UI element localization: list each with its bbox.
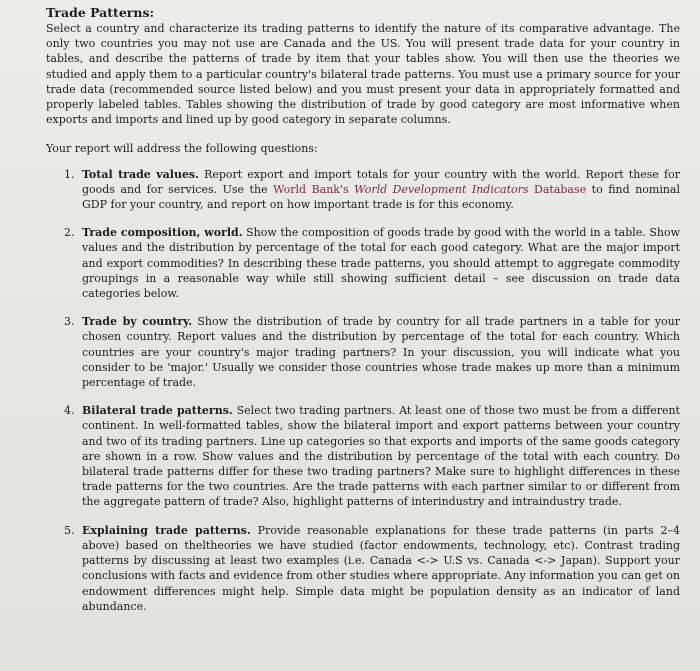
question-number: 2. — [64, 226, 75, 240]
question-item-5 — [64, 523, 681, 614]
question-title: Bilateral trade patterns. — [82, 404, 233, 418]
question-text-cont: to find nominal GDP for your country, and report on how important trade is for this economy. — [82, 182, 681, 212]
question-title: Explaining trade patterns. — [82, 523, 251, 537]
section-heading: Trade Patterns: — [46, 5, 155, 20]
intro-paragraph: Select a country and characterize its trading patterns to identify the nature of its comparative advantage. The only two countries you may not use are Canada and the US. You will present trade data for your country in tables, and describe the patterns of trade by item that your tables show. You will then use the theories we studied and apply them to a particular country's bilateral trade patterns. You must use a primary source for your trade data (recommended source listed below) and you must present your data in appropriately formatted and properly labeled tables. Tables showing the distribution of trade by good category are most informative when exports and imports and lined up by good category in separate columns. — [46, 22, 680, 127]
question-item-1 — [64, 167, 681, 213]
question-item-2 — [64, 225, 680, 301]
question-number: 5. — [64, 523, 75, 537]
question-number: 1. — [64, 167, 75, 181]
question-text: Show the distribution of trade by country for all trade partners in a table for your chosen country. Report values and the distribution by percentage of the total for each country. Which countries are your country's major trading partners? In your discussion, you will indicate what you consider to be 'major.' Usually we consider those countries whose trade makes up more than a minimum percentage of trade. — [82, 315, 681, 390]
question-title: Trade composition, world. — [82, 226, 243, 240]
question-number: 4. — [64, 404, 75, 418]
questions-lead: Your report will address the following questions: — [46, 142, 318, 156]
question-text: Select two trading partners. At least one of those two must be from a different continent. In well-formatted tables, show the bilateral import and export patterns between your country and two of its trading partners. Line up categories so that exports and imports of the same goods category are shown in a row. Show values and the distribution by percentage of the total with each country. Do bilateral trade patterns differ for these two trading partners? Make sure to highlight differences in these trade patterns for the two countries. Are the trade patterns with each partner similar to or different from the aggregate pattern of trade? Also, highlight patterns of interindustry and intraindustry trade. — [82, 404, 680, 509]
database-link[interactable]: Database — [534, 182, 587, 196]
question-item-4 — [64, 403, 680, 509]
question-text: Report export and import totals for your country with the world. Report these for goods and for services. Use the — [82, 167, 681, 196]
question-number: 3. — [64, 315, 75, 329]
wdi-link[interactable]: World Development Indicators — [354, 182, 529, 196]
questions-list — [46, 167, 680, 614]
question-item-3 — [64, 314, 681, 390]
question-text: Show the composition of goods trade by good with the world in a table. Show values and the distribution by percentage of the total for each good category. What are the major import and export commodities? In describing these trade patterns, you should attempt to aggregate commodity groupings in a reasonable way while still showing sufficient detail – see discussion on trade data categories below. — [82, 226, 680, 301]
world-bank-link[interactable]: World Bank's — [273, 182, 355, 196]
question-title: Trade by country. — [82, 315, 193, 329]
question-text: Provide reasonable explanations for these trade patterns (in parts 2–4 above) based on theltheories we have studied (factor endowments, technology, etc). Contrast trading patterns by discussing at least two examples (i.e. Canada <-> U.S vs. Canada <-> Japan). Support your conclusions with facts and evidence from other studies where appropriate. Any information you can get on endowment differences might help. Simple data might be population density as an indicator of land abundance. — [82, 523, 681, 613]
question-title: Total trade values. — [82, 167, 199, 181]
